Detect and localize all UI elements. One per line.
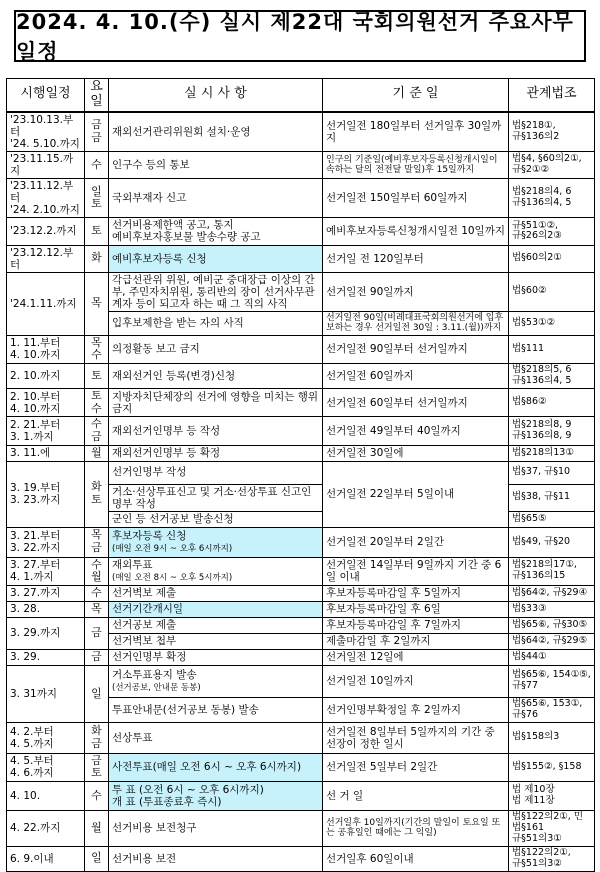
cell-law: 법§218의8, 9 규§136의8, 9 <box>509 417 595 445</box>
cell-day: 일 <box>85 846 109 871</box>
cell-law: 법§33③ <box>509 601 595 617</box>
cell-law: 법§218의4, 6 규§136의4, 5 <box>509 179 595 218</box>
page-title: 2024. 4. 10.(수) 실시 제22대 국회의원선거 주요사무일정 <box>14 10 586 62</box>
cell-task: 선거벽보 첩부 <box>109 633 323 649</box>
cell-date: 3. 27.까지 <box>7 585 85 601</box>
cell-day: 수 월 <box>85 557 109 585</box>
cell-law: 법§86② <box>509 388 595 416</box>
cell-day: 금 토 <box>85 753 109 781</box>
cell-basis: 선거일후 10일까지(기간의 말일이 토요일 또는 공휴일인 때에는 그 익일) <box>323 811 509 847</box>
cell-law: 법§218의17①, 규§136의15 <box>509 557 595 585</box>
cell-basis: 선거일전 22일부터 5일이내 <box>323 461 509 527</box>
cell-day: 목 금 <box>85 527 109 557</box>
table-row <box>7 665 595 697</box>
header-task: 실 시 사 항 <box>109 79 323 112</box>
header-law: 관계법조 <box>509 79 595 112</box>
cell-day: 월 <box>85 445 109 461</box>
cell-law: 법§65⑥, 153①, 규§76 <box>509 697 595 722</box>
cell-task: 거소투표용지 발송 (선거공보, 안내문 동봉) <box>109 665 323 697</box>
cell-date: 2. 10.까지 <box>7 364 85 389</box>
cell-date: 3. 21.부터 3. 22.까지 <box>7 527 85 557</box>
table-row <box>7 617 595 633</box>
table-row <box>7 811 595 847</box>
cell-law: 법§38, 규§11 <box>509 484 595 511</box>
cell-law: 규§51①②, 규§26의2③ <box>509 218 595 245</box>
table-row <box>7 585 595 601</box>
cell-task: 선상투표 <box>109 722 323 753</box>
cell-date: '23.12.2.까지 <box>7 218 85 245</box>
cell-law: 법§111 <box>509 335 595 363</box>
table-row <box>7 335 595 363</box>
table-row <box>7 601 595 617</box>
cell-law: 법§60의2① <box>509 245 595 272</box>
cell-day: 화 토 <box>85 461 109 527</box>
table-row <box>7 846 595 871</box>
cell-law: 법§155②, §158 <box>509 753 595 781</box>
cell-date: 4. 22.까지 <box>7 811 85 847</box>
cell-task: 사전투표(매일 오전 6시 ~ 오후 6시까지) <box>109 753 323 781</box>
cell-task: 국외부재자 신고 <box>109 179 323 218</box>
task-note: (매일 오전 8시 ~ 오후 5시까지) <box>112 572 233 583</box>
cell-task: 지방자치단체장의 선거에 영향을 미치는 행위 금지 <box>109 388 323 416</box>
cell-basis: 선거인명부확정일 후 2일까지 <box>323 697 509 722</box>
cell-date: 3. 19.부터 3. 23.까지 <box>7 461 85 527</box>
cell-day: 토 <box>85 364 109 389</box>
table-row <box>7 218 595 245</box>
cell-law: 법§44① <box>509 649 595 665</box>
cell-basis: 인구의 기준일(예비후보자등록신청개시일이 속하는 달의 전전달 말일)후 15일까지 <box>323 152 509 179</box>
cell-law: 법§218의13① <box>509 445 595 461</box>
cell-task: 선거기간개시일 <box>109 601 323 617</box>
cell-day: 토 <box>85 218 109 245</box>
cell-date: '24.1.11.까지 <box>7 272 85 335</box>
cell-day: 목 수 <box>85 335 109 363</box>
cell-task: 투 표 (오전 6시 ~ 오후 6시까지) 개 표 (투표종료후 즉시) <box>109 782 323 811</box>
cell-basis: 후보자등록마감일 후 6일 <box>323 601 509 617</box>
cell-day: 월 <box>85 811 109 847</box>
cell-task: 재외선거인명부 등 작성 <box>109 417 323 445</box>
table-row <box>7 527 595 557</box>
cell-task: 재외투표 (매일 오전 8시 ~ 오후 5시까지) <box>109 557 323 585</box>
cell-law: 법§65⑥, 154①⑤, 규§77 <box>509 665 595 697</box>
table-row <box>7 557 595 585</box>
cell-basis: 선거일전 5일부터 2일간 <box>323 753 509 781</box>
cell-basis: 선거일전 60일까지 <box>323 364 509 389</box>
cell-date: 3. 29.까지 <box>7 617 85 649</box>
cell-law: 법§218의5, 6 규§136의4, 5 <box>509 364 595 389</box>
cell-day: 금 금 <box>85 112 109 152</box>
cell-law: 법§64②, 규§29⑤ <box>509 633 595 649</box>
table-row <box>7 112 595 152</box>
cell-day: 수 <box>85 782 109 811</box>
cell-day: 일 토 <box>85 179 109 218</box>
cell-law: 법§4, §60의2①, 규§2①② <box>509 152 595 179</box>
cell-task: 예비후보자등록 신청 <box>109 245 323 272</box>
cell-task: 입후보제한을 받는 자의 사직 <box>109 311 323 335</box>
cell-task: 재외선거인 등록(변경)신청 <box>109 364 323 389</box>
cell-date: '23.11.15.까지 <box>7 152 85 179</box>
table-row <box>7 417 595 445</box>
cell-law: 법 제10장 법 제11장 <box>509 782 595 811</box>
cell-task: 각급선관위 위원, 예비군 중대장급 이상의 간부, 주민자치위원, 통리반의 장이 선거사무관계자 등이 되고자 하는 때 그 직의 사직 <box>109 272 323 311</box>
cell-basis: 후보자등록마감일 후 5일까지 <box>323 585 509 601</box>
cell-task: 재외선거인명부 등 확정 <box>109 445 323 461</box>
cell-day: 토 수 <box>85 388 109 416</box>
cell-date: '23.11.12.부터 '24. 2.10.까지 <box>7 179 85 218</box>
cell-task: 선거인명부 작성 <box>109 461 323 484</box>
cell-day: 목 <box>85 601 109 617</box>
table-row <box>7 753 595 781</box>
cell-date: 3. 29. <box>7 649 85 665</box>
cell-basis: 선거일전 30일에 <box>323 445 509 461</box>
cell-date: 3. 28. <box>7 601 85 617</box>
cell-date: 2. 10.부터 4. 10.까지 <box>7 388 85 416</box>
cell-basis: 선거일전 20일부터 2일간 <box>323 527 509 557</box>
cell-basis: 선거일전 14일부터 9일까지 기간 중 6일 이내 <box>323 557 509 585</box>
cell-task: 군인 등 선거공보 발송신청 <box>109 511 323 527</box>
cell-law: 법§53①② <box>509 311 595 335</box>
task-note: (매일 오전 9시 ~ 오후 6시까지) <box>112 543 233 554</box>
cell-basis: 선거일전 60일부터 선거일까지 <box>323 388 509 416</box>
table-row <box>7 388 595 416</box>
header-basis: 기 준 일 <box>323 79 509 112</box>
cell-task: 의정활동 보고 금지 <box>109 335 323 363</box>
table-row <box>7 245 595 272</box>
cell-date: 3. 27.부터 4. 1.까지 <box>7 557 85 585</box>
header-date: 시행일정 <box>7 79 85 112</box>
cell-law: 법§64②, 규§29④ <box>509 585 595 601</box>
cell-basis: 예비후보자등록신청개시일전 10일까지 <box>323 218 509 245</box>
cell-date: 1. 11.부터 4. 10.까지 <box>7 335 85 363</box>
cell-day: 일 <box>85 665 109 722</box>
cell-day: 목 <box>85 272 109 335</box>
cell-basis: 선거일전 12일에 <box>323 649 509 665</box>
cell-date: 3. 31까지 <box>7 665 85 722</box>
table-row <box>7 152 595 179</box>
cell-basis: 선거일전 49일부터 40일까지 <box>323 417 509 445</box>
cell-basis: 선거일 전 120일부터 <box>323 245 509 272</box>
header-row <box>7 79 595 112</box>
cell-day: 수 <box>85 585 109 601</box>
cell-basis: 선거일전 150일부터 60일까지 <box>323 179 509 218</box>
cell-basis: 후보자등록마감일 후 7일까지 <box>323 617 509 633</box>
cell-task: 후보자등록 신청 (매일 오전 9시 ~ 오후 6시까지) <box>109 527 323 557</box>
cell-date: 4. 10. <box>7 782 85 811</box>
table-row <box>7 649 595 665</box>
table-row <box>7 364 595 389</box>
cell-task: 투표안내문(선거공보 동봉) 발송 <box>109 697 323 722</box>
cell-date: 2. 21.부터 3. 1.까지 <box>7 417 85 445</box>
cell-task: 선거비용 보전청구 <box>109 811 323 847</box>
cell-basis: 제출마감일 후 2일까지 <box>323 633 509 649</box>
cell-day: 수 금 <box>85 417 109 445</box>
cell-date: '23.10.13.부터 '24. 5.10.까지 <box>7 112 85 152</box>
cell-basis: 선거일전 90일부터 선거일까지 <box>323 335 509 363</box>
cell-date: 4. 2.부터 4. 5.까지 <box>7 722 85 753</box>
cell-law: 법§60② <box>509 272 595 311</box>
cell-basis: 선거일후 60일이내 <box>323 846 509 871</box>
cell-task: 재외선거관리위원회 설치·운영 <box>109 112 323 152</box>
table-row <box>7 179 595 218</box>
header-day: 요일 <box>85 79 109 112</box>
cell-law: 법§158의3 <box>509 722 595 753</box>
cell-date: '23.12.12.부터 <box>7 245 85 272</box>
cell-task: 선거벽보 제출 <box>109 585 323 601</box>
cell-law: 법§65⑤ <box>509 511 595 527</box>
schedule-table <box>6 78 595 872</box>
cell-task: 선거인명부 확정 <box>109 649 323 665</box>
cell-basis: 선거일전 90일(비례대표국회의원선거에 입후보하는 경우 선거일전 30일 : 3.11.(월))까지 <box>323 311 509 335</box>
cell-basis: 선거일전 10일까지 <box>323 665 509 697</box>
cell-law: 법§65⑥, 규§30⑤ <box>509 617 595 633</box>
cell-law: 법§218①, 규§136의2 <box>509 112 595 152</box>
cell-date: 4. 5.부터 4. 6.까지 <box>7 753 85 781</box>
cell-basis: 선거일전 180일부터 선거일후 30일까지 <box>323 112 509 152</box>
table-row <box>7 445 595 461</box>
cell-day: 화 금 <box>85 722 109 753</box>
cell-law: 법§49, 규§20 <box>509 527 595 557</box>
cell-basis: 선 거 일 <box>323 782 509 811</box>
cell-law: 법§122의2①, 규§51의3② <box>509 846 595 871</box>
cell-task: 선거비용제한액 공고, 통지 예비후보자홍보물 발송수량 공고 <box>109 218 323 245</box>
task-note: (선거공보, 안내문 동봉) <box>112 683 201 694</box>
table-row <box>7 461 595 484</box>
cell-day: 화 <box>85 245 109 272</box>
cell-day: 금 <box>85 649 109 665</box>
cell-task: 선거비용 보전 <box>109 846 323 871</box>
cell-law: 법§122의2①, 민법§161 규§51의3① <box>509 811 595 847</box>
cell-day: 수 <box>85 152 109 179</box>
table-row <box>7 272 595 311</box>
cell-basis: 선거일전 8일부터 5일까지의 기간 중 선장이 정한 일시 <box>323 722 509 753</box>
table-row <box>7 722 595 753</box>
cell-task: 선거공보 제출 <box>109 617 323 633</box>
cell-date: 6. 9.이내 <box>7 846 85 871</box>
cell-task: 인구수 등의 통보 <box>109 152 323 179</box>
cell-law: 법§37, 규§10 <box>509 461 595 484</box>
cell-day: 금 <box>85 617 109 649</box>
cell-task: 거소·선상투표신고 및 거소·선상투표 신고인명부 작성 <box>109 484 323 511</box>
cell-basis: 선거일전 90일까지 <box>323 272 509 311</box>
table-row <box>7 782 595 811</box>
cell-date: 3. 11.에 <box>7 445 85 461</box>
